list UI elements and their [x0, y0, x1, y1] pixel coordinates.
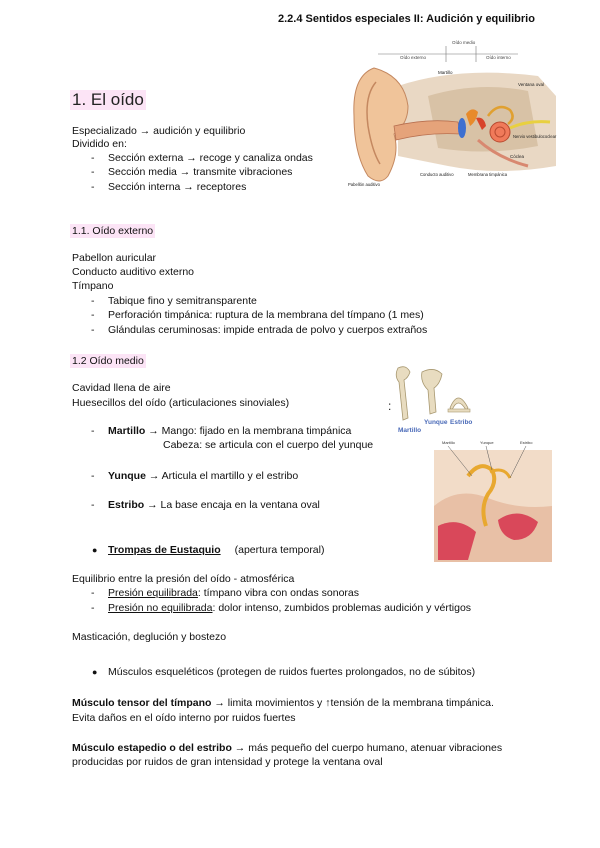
martillo-cabeza: Cabeza: se articula con el cuerpo del yunque: [163, 439, 374, 451]
label-conducto: Conducto auditivo: [420, 172, 454, 177]
label-pabellon: Pabellón auditivo: [348, 182, 380, 187]
list-item: - Sección externa → recoge y canaliza ondas: [91, 152, 313, 164]
list-item: - Presión equilibrada: tímpano vibra con ondas sonoras: [91, 587, 360, 599]
ear-anatomy-diagram: [338, 36, 560, 192]
label-ventana-oval: Ventana oval: [518, 82, 545, 87]
text-line: Dividido en:: [72, 138, 127, 150]
label-nervio: Nervio vestibulococlear: [513, 134, 557, 139]
martillo-line: - Martillo → Mango: fijado en la membrana timpánica: [91, 425, 352, 437]
label-martillo: Martillo: [398, 427, 422, 434]
label-outer: Oído externo: [400, 55, 427, 60]
ossicles-figure: [388, 362, 480, 436]
estapedio-line: Músculo estapedio o del estribo → más pequeño del cuerpo humano, atenuar vibraciones: [72, 742, 503, 754]
list-item: - Sección interna → receptores: [91, 181, 247, 193]
list-item: - Perforación timpánica: ruptura de la membrana del tímpano (1 mes): [91, 309, 424, 321]
text-line: Equilibrio entre la presión del oído - atmosférica: [72, 573, 295, 585]
tensor-line: Músculo tensor del tímpano → limita movimientos y ↑tensión de la membrana timpánica.: [72, 697, 494, 709]
musculos-line: ● Músculos esqueléticos (protegen de ruidos fuertes prolongados, no de súbitos): [92, 666, 476, 678]
ossicles-colon: :: [388, 399, 392, 413]
label-middle: Oído medio: [452, 40, 476, 45]
text-line: Masticación, deglución y bostezo: [72, 631, 227, 643]
section-heading-oido-externo: 1.1. Oído externo: [72, 225, 154, 237]
estribo-line: - Estribo → La base encaja en la ventana oval: [91, 499, 320, 511]
eustaquio-line: ● Trompas de Eustaquio (apertura temporal): [92, 544, 325, 556]
label-estribo: Estribo: [520, 440, 533, 445]
label-timpano: Membrana timpánica: [468, 172, 508, 177]
list-item: - Presión no equilibrada: dolor intenso, zumbidos problemas audición y vértigos: [91, 602, 472, 614]
yunque-line: - Yunque → Articula el martillo y el estribo: [91, 470, 299, 482]
label-yunque: Yunque: [424, 419, 448, 426]
label-estribo: Estribo: [450, 419, 473, 426]
text-line: Evita daños en el oído interno por ruidos fuertes: [72, 712, 296, 724]
list-item: - Tabique fino y semitransparente: [91, 295, 257, 307]
label-yunque: Yunque: [480, 440, 494, 445]
label-coclea: Cóclea: [510, 154, 525, 159]
text-line: Cavidad llena de aire: [72, 382, 171, 394]
list-item: - Glándulas ceruminosas: impide entrada de polvo y cuerpos extraños: [91, 324, 428, 336]
text-line: Conducto auditivo externo: [72, 266, 194, 278]
label-inner: Oído interno: [486, 55, 511, 60]
text-line: Tímpano: [72, 280, 114, 292]
list-item: - Sección media → transmite vibraciones: [91, 166, 293, 178]
page-header: 2.2.4 Sentidos especiales II: Audición y equilibrio: [278, 13, 535, 25]
text-line: Pabellon auricular: [72, 252, 157, 264]
text-line: Huesecillos del oído (articulaciones sinoviales): [72, 397, 290, 409]
section-heading-oido-medio: 1.2 Oído medio: [72, 355, 144, 367]
text-line: producidas por ruidos de gran intensidad y protege la ventana oval: [72, 756, 383, 768]
middle-ear-figure: [428, 436, 558, 568]
text-line: Especializado → audición y equilibrio: [72, 125, 246, 137]
label-martillo: Martillo: [442, 440, 455, 445]
label-martillo: Martillo: [438, 70, 453, 75]
section-heading-el-oido: 1. El oído: [72, 90, 144, 109]
